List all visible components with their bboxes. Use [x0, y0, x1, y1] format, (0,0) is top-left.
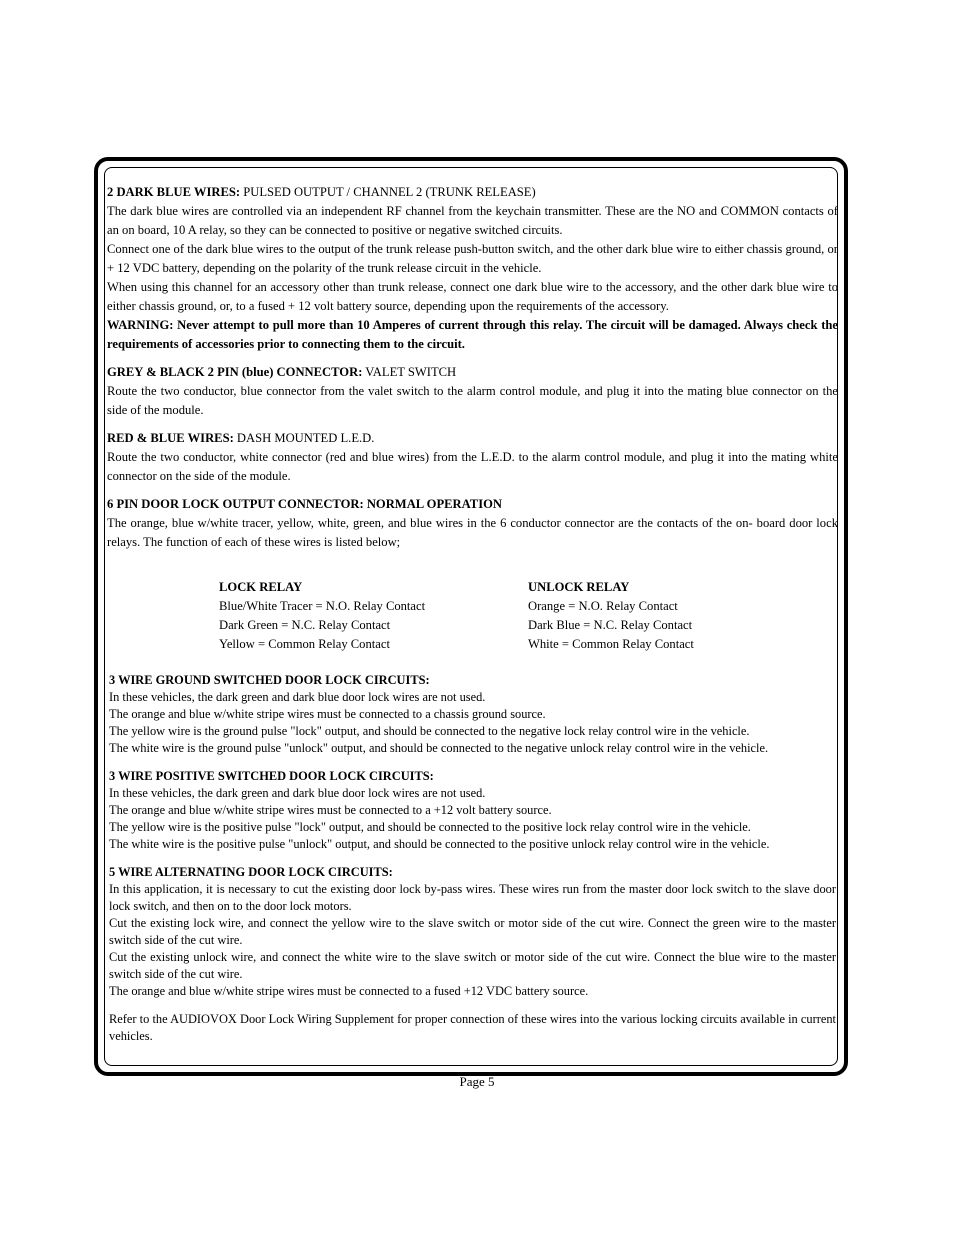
paragraph: Route the two conductor, blue connector from the valet switch to the alarm control module, and plug it into the mating blue connector on the side of the module.	[107, 384, 838, 417]
section-alternating	[109, 864, 836, 1000]
relay-row: White = Common Relay Contact	[528, 637, 694, 651]
paragraph: The white wire is the ground pulse "unlock" output, and should be connected to the negative unlock relay control wire in the vehicle.	[109, 741, 769, 755]
section-heading: 5 WIRE ALTERNATING DOOR LOCK CIRCUITS:	[109, 865, 393, 879]
relay-row: Dark Blue = N.C. Relay Contact	[528, 618, 693, 632]
paragraph: Cut the existing lock wire, and connect the yellow wire to the slave switch or motor side of the cut wire. Connect the green wire to the master switch side of the cut wire.	[109, 916, 836, 947]
paragraph: Cut the existing unlock wire, and connect the white wire to the slave switch or motor side of the cut wire. Connect the blue wire to the master switch side of the cut wire.	[109, 950, 836, 981]
paragraph: When using this channel for an accessory other than trunk release, connect one dark blue wire to the accessory, and the other dark blue wire to either chassis ground, or, to a fused + 12 volt battery source, depending upon the requirements of the accessory.	[107, 280, 838, 313]
paragraph: In these vehicles, the dark green and dark blue door lock wires are not used.	[109, 786, 486, 800]
paragraph: In these vehicles, the dark green and dark blue door lock wires are not used.	[109, 690, 486, 704]
section-heading: 3 WIRE POSITIVE SWITCHED DOOR LOCK CIRCUITS:	[109, 769, 434, 783]
section-heading: 2 DARK BLUE WIRES: PULSED OUTPUT / CHANNEL 2 (TRUNK RELEASE)	[107, 185, 536, 199]
paragraph: The orange and blue w/white stripe wires must be connected to a +12 volt battery source.	[109, 803, 552, 817]
paragraph: The orange and blue w/white stripe wires must be connected to a fused +12 VDC battery source.	[109, 984, 589, 998]
section-heading: 3 WIRE GROUND SWITCHED DOOR LOCK CIRCUITS:	[109, 673, 430, 687]
footer-note: Refer to the AUDIOVOX Door Lock Wiring Supplement for proper connection of these wires into the various locking circuits available in current vehicles.	[109, 1012, 836, 1043]
unlock-relay-column	[528, 578, 837, 654]
door-lock-circuits	[109, 672, 836, 1045]
page-number: Page 5	[459, 1074, 495, 1089]
unlock-relay-title: UNLOCK RELAY	[528, 580, 630, 594]
section-heading: 6 PIN DOOR LOCK OUTPUT CONNECTOR: NORMAL OPERATION	[107, 497, 502, 511]
paragraph: The orange, blue w/white tracer, yellow, white, green, and blue wires in the 6 conductor connector are the contacts of the on- board door lock relays. The function of each of these wires is listed below;	[107, 516, 838, 549]
section-door-lock-connector	[107, 495, 838, 552]
relay-row: Blue/White Tracer = N.O. Relay Contact	[219, 599, 426, 613]
paragraph: In this application, it is necessary to cut the existing door lock by-pass wires. These wires run from the master door lock switch to the slave door lock switch, and then on to the door lock motors.	[109, 882, 836, 913]
relay-row: Orange = N.O. Relay Contact	[528, 599, 678, 613]
warning-text: WARNING: Never attempt to pull more than 10 Amperes of current through this relay. The circuit will be damaged. Always check the requirements of accessories prior to connecting them to the circuit.	[107, 318, 838, 351]
paragraph: The white wire is the positive pulse "unlock" output, and should be connected to the positive unlock relay control wire in the vehicle.	[109, 837, 770, 851]
relay-table	[219, 578, 838, 654]
section-led	[107, 429, 838, 486]
section-dark-blue-wires	[107, 183, 838, 354]
section-valet-switch	[107, 363, 838, 420]
main-content	[107, 183, 838, 654]
paragraph: The yellow wire is the ground pulse "lock" output, and should be connected to the negative lock relay control wire in the vehicle.	[109, 724, 750, 738]
section-heading: RED & BLUE WIRES: DASH MOUNTED L.E.D.	[107, 431, 375, 445]
paragraph: The dark blue wires are controlled via an independent RF channel from the keychain transmitter. These are the NO and COMMON contacts of an on board, 10 A relay, so they can be connected to positive or negative switched circuits.	[107, 204, 838, 237]
lock-relay-title: LOCK RELAY	[219, 580, 303, 594]
lock-relay-column	[219, 578, 528, 654]
paragraph: The orange and blue w/white stripe wires must be connected to a chassis ground source.	[109, 707, 546, 721]
relay-row: Dark Green = N.C. Relay Contact	[219, 618, 391, 632]
section-positive-switched	[109, 768, 836, 853]
paragraph: Route the two conductor, white connector (red and blue wires) from the L.E.D. to the alarm control module, and plug it into the mating white connector on the side of the module.	[107, 450, 838, 483]
paragraph: Connect one of the dark blue wires to the output of the trunk release push-button switch, and the other dark blue wire to either chassis ground, or + 12 VDC battery, depending on the polarity of the trunk release circuit in the vehicle.	[107, 242, 838, 275]
section-ground-switched	[109, 672, 836, 757]
relay-row: Yellow = Common Relay Contact	[219, 637, 390, 651]
section-heading: GREY & BLACK 2 PIN (blue) CONNECTOR: VALET SWITCH	[107, 365, 457, 379]
paragraph: The yellow wire is the positive pulse "lock" output, and should be connected to the positive lock relay control wire in the vehicle.	[109, 820, 751, 834]
